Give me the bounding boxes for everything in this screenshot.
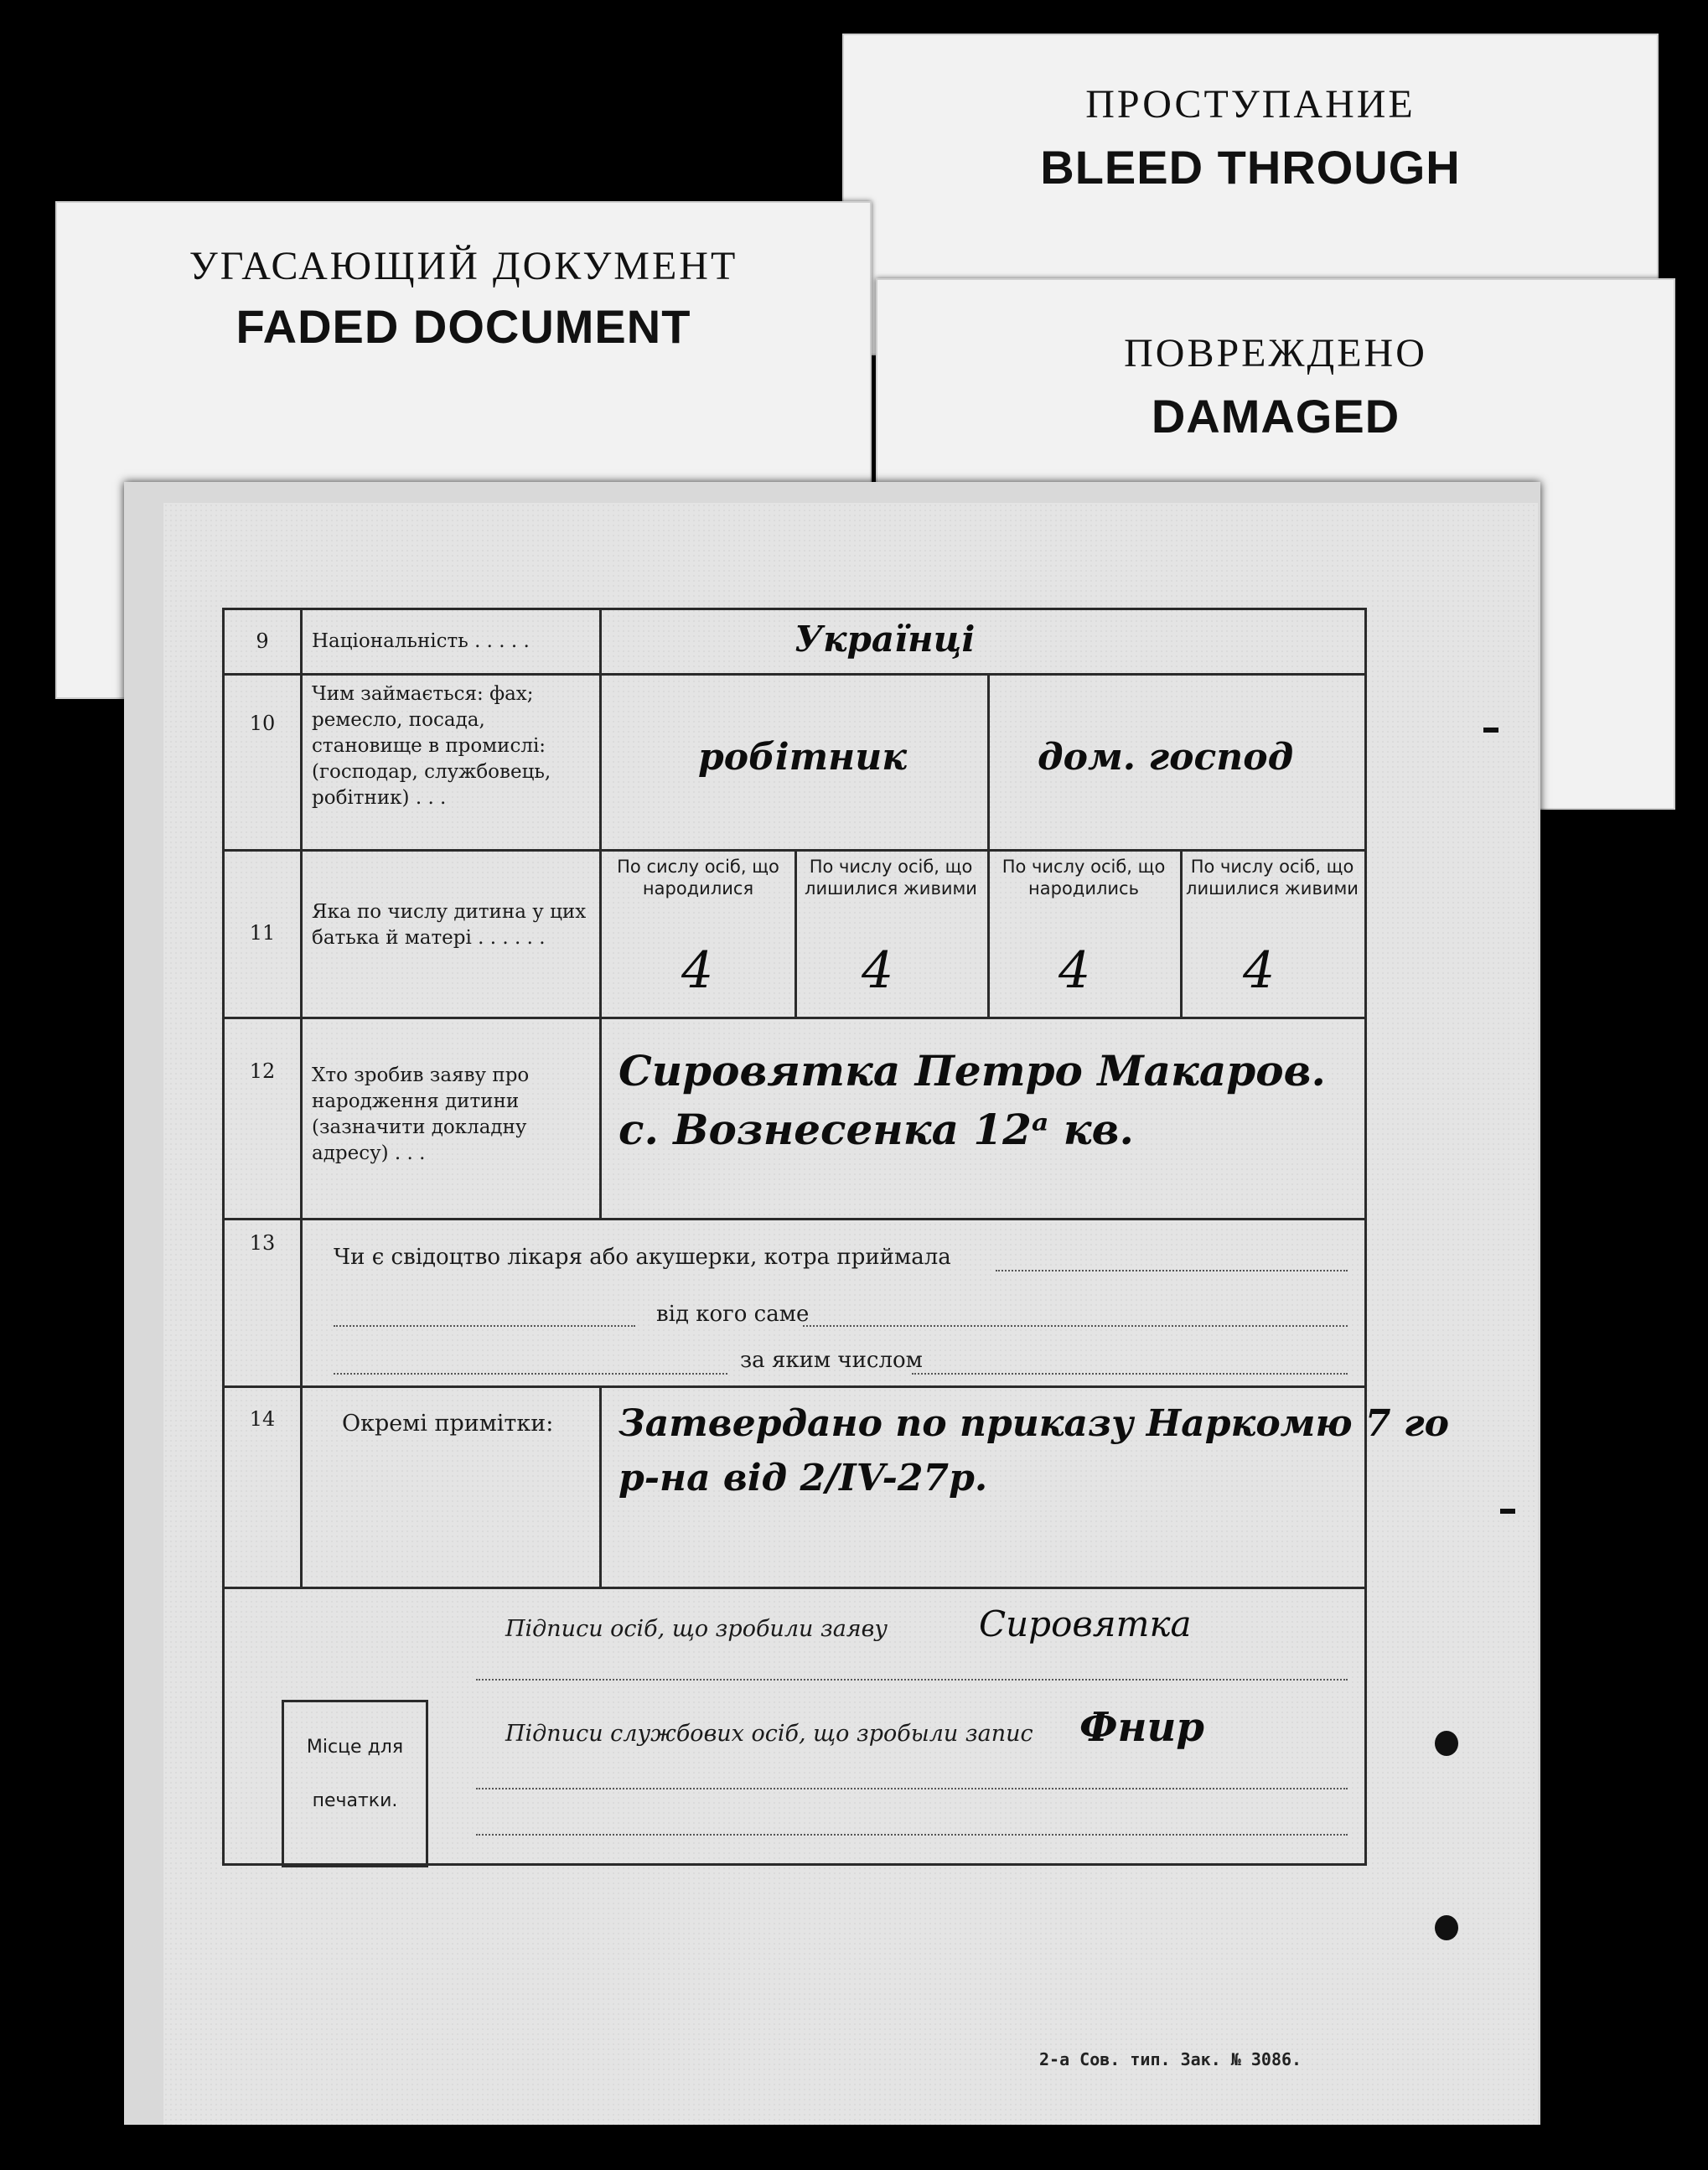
answer-line bbox=[996, 1270, 1348, 1271]
faded-document-ru: УГАСАЮЩИЙ ДОКУМЕНТ bbox=[189, 244, 738, 288]
seal-place-line-1: Місце для bbox=[306, 1737, 404, 1758]
row-label: Окремі примітки: bbox=[300, 1385, 602, 1587]
record-form-table bbox=[222, 608, 1449, 1866]
certificate-date: за яким числом bbox=[740, 1348, 923, 1373]
answer-line bbox=[334, 1325, 635, 1327]
mother-occupation-cell bbox=[987, 673, 1364, 849]
binding-hole bbox=[1435, 1731, 1458, 1756]
count-value-2: 4 bbox=[862, 941, 894, 1000]
mother-occupation-value: дом. господ bbox=[1038, 736, 1294, 779]
father-occupation-value: робітник bbox=[698, 736, 908, 779]
row-declarant bbox=[225, 1017, 1364, 1220]
row-label: Хто зробив заяву про народження дитини (зазначити докладну адресу) . . . bbox=[300, 1017, 602, 1218]
count-header-3: По числу осіб, що народились bbox=[1002, 857, 1166, 899]
row-child-order bbox=[225, 849, 1364, 1019]
answer-line bbox=[912, 1373, 1348, 1375]
row-occupation bbox=[225, 673, 1364, 852]
certificate-question: Чи є свідоцтво лікаря або акушерки, котра приймала bbox=[334, 1245, 951, 1270]
nationality-value: Українці bbox=[794, 619, 976, 660]
count-cell-4 bbox=[1180, 849, 1364, 1017]
declarant-address-value: с. Вознесенка 12ᵃ кв. bbox=[619, 1105, 1134, 1154]
row-remarks bbox=[225, 1385, 1449, 1589]
row-number: 9 bbox=[225, 610, 303, 673]
row-label: Яка по числу дитина у цих батька й матері . . . . . . bbox=[300, 849, 602, 1017]
answer-line bbox=[334, 1373, 727, 1375]
row-number: 12 bbox=[225, 1017, 303, 1218]
row-signatures bbox=[225, 1587, 1364, 1863]
count-value-1: 4 bbox=[681, 941, 714, 1000]
row-number: 10 bbox=[225, 673, 303, 849]
count-header-1: По сислу осіб, що народилися bbox=[617, 857, 779, 899]
remarks-line-1: Затвердано по приказу Наркомю 7 го bbox=[619, 1402, 1449, 1445]
father-occupation-cell bbox=[602, 673, 990, 849]
applicants-signature: Сировятка bbox=[979, 1603, 1192, 1644]
edge-mark bbox=[1500, 1509, 1515, 1514]
declarant-name-value: Сировятка Петро Макаров. bbox=[619, 1046, 1326, 1095]
row-nationality bbox=[225, 610, 1364, 676]
officials-signature-label: Підписи службових осіб, що зробыли запис bbox=[505, 1721, 1033, 1747]
row-number: 14 bbox=[225, 1385, 303, 1587]
row-number: 11 bbox=[225, 849, 303, 1017]
damaged-en: DAMAGED bbox=[1151, 390, 1400, 443]
edge-mark bbox=[1483, 728, 1498, 733]
applicants-signature-label: Підписи осіб, що зробили заяву bbox=[505, 1616, 888, 1642]
printer-imprint: 2-а Сов. тип. Зак. № 3086. bbox=[1039, 2049, 1302, 2069]
row-label: Національність . . . . . bbox=[300, 610, 602, 673]
seal-place-box bbox=[282, 1700, 428, 1867]
answer-line bbox=[803, 1325, 1348, 1327]
count-header-4: По числу осіб, що лишилися живими bbox=[1186, 857, 1359, 899]
count-cell-1 bbox=[602, 849, 797, 1017]
count-cell-2 bbox=[794, 849, 990, 1017]
faded-document-en: FADED DOCUMENT bbox=[235, 300, 691, 353]
row-medical-certificate bbox=[225, 1218, 1364, 1388]
count-cell-3 bbox=[987, 849, 1183, 1017]
certificate-from-whom: від кого саме bbox=[656, 1302, 810, 1327]
seal-place-line-2: печатки. bbox=[312, 1790, 398, 1811]
birth-record-sheet bbox=[163, 503, 1538, 2125]
row-label: Чим займається: фах; ремесло, посада, становище в промислі: (господар, службовець, робітник) . . . bbox=[300, 673, 602, 849]
officials-signature: Фнир bbox=[1079, 1704, 1204, 1751]
count-value-3: 4 bbox=[1058, 941, 1091, 1000]
count-value-4: 4 bbox=[1243, 941, 1276, 1000]
bleed-through-ru: ПРОСТУПАНИЕ bbox=[1085, 82, 1416, 127]
bleed-through-en: BLEED THROUGH bbox=[1040, 141, 1461, 194]
damaged-ru: ПОВРЕЖДЕНО bbox=[1124, 331, 1427, 375]
remarks-line-2: р-на від 2/IV-27р. bbox=[619, 1457, 988, 1499]
signature-line bbox=[476, 1679, 1348, 1681]
signature-line bbox=[476, 1788, 1348, 1789]
signature-line bbox=[476, 1834, 1348, 1836]
binding-hole bbox=[1435, 1915, 1458, 1940]
row-number: 13 bbox=[225, 1218, 303, 1385]
count-header-2: По числу осіб, що лишилися живими bbox=[805, 857, 977, 899]
